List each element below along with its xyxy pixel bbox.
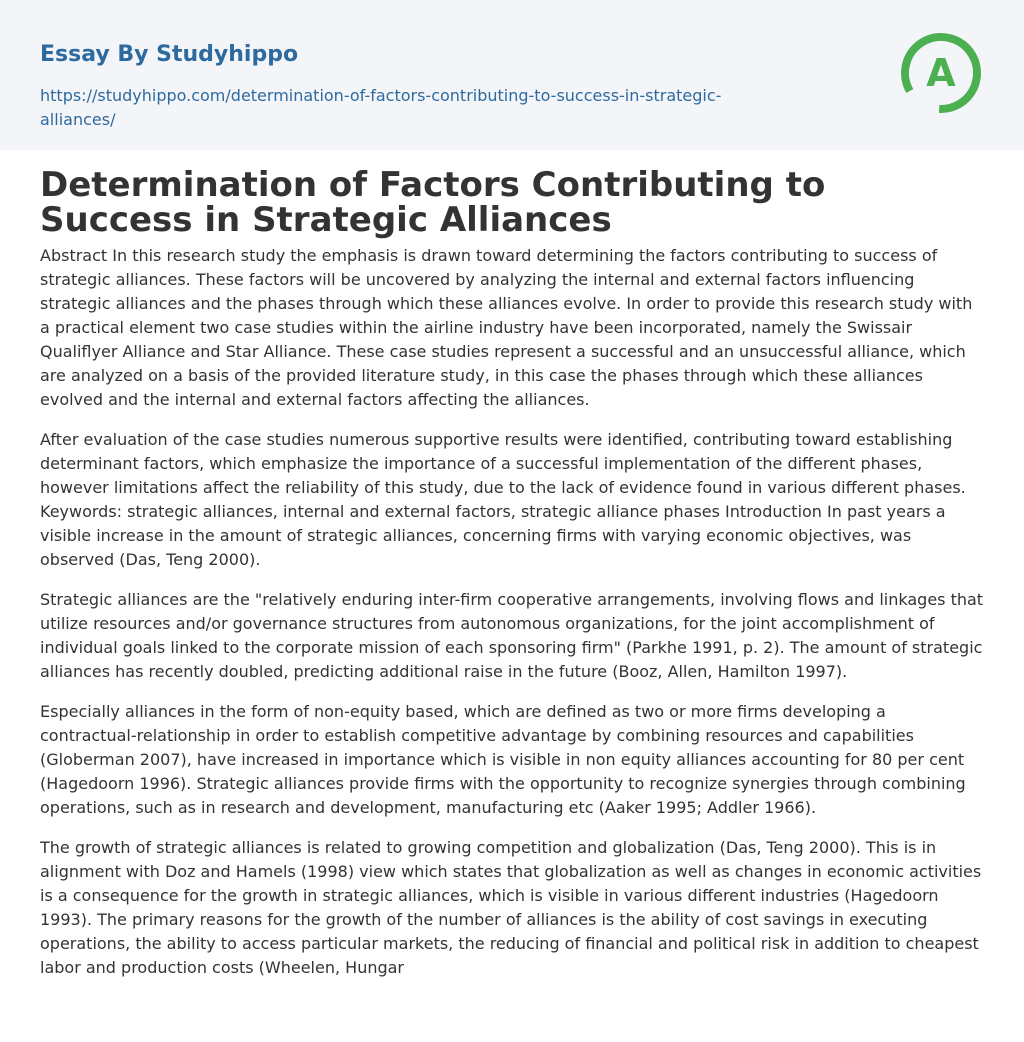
paragraph-1: Abstract In this research study the emphasis is drawn toward determining the factors contributing to success of strategic alliances. These factors will be uncovered by analyzing the internal and external factors influencing strategic alliances and the phases through which these alliances evolve. In order to provide this research study with a practical element two case studies within the airline industry have been incorporated, namely the Swissair Qualiflyer Alliance and Star Alliance. These case studies represent a successful and an unsuccessful alliance, which are analyzed on a basis of the provided literature study, in this case the phases through which these alliances evolved and the internal and external factors affecting the alliances. [40,246,973,409]
page-header [0,0,1024,150]
brand-title: Essay By Studyhippo [40,42,299,67]
paragraph-3: Strategic alliances are the "relatively enduring inter-firm cooperative arrangements, involving flows and linkages that utilize resources and/or governance structures from autonomous organizations, for the joint accomplishment of individual goals linked to the corporate mission of each sponsoring firm" (Parkhe 1991, p. 2). The amount of strategic alliances has recently doubled, predicting additional raise in the future (Booz, Allen, Hamilton 1997). [40,590,984,681]
paragraph-5: The growth of strategic alliances is related to growing competition and globalization (Das, Teng 2000). This is in alignment with Doz and Hamels (1998) view which states that globalization as well as changes in economic activities is a consequence for the growth in strategic alliances, which is visible in various different industries (Hagedoorn 1993). The primary reasons for the growth of the number of alliances is the ability of cost savings in executing operations, the ability to access particular markets, the reducing of financial and political risk in addition to cheapest labor and production costs (Wheelen, Hungar [40,838,982,977]
logo-letter: A [926,51,956,95]
page-title: Determination of Factors Contributing to Success in Strategic Alliances [40,165,826,240]
paragraph-2: After evaluation of the case studies numerous supportive results were identified, contributing toward establishing determinant factors, which emphasize the importance of a successful implementation of the different phases, however limitations affect the reliability of this study, due to the lack of evidence found in various different phases. Keywords: strategic alliances, internal and external factors, strategic alliance phases Introduction In past years a visible increase in the amount of strategic alliances, concerning firms with varying economic objectives, was observed (Das, Teng 2000). [40,430,966,569]
source-url-link[interactable]: https://studyhippo.com/determination-of-factors-contributing-to-success-in-strategic-alliances/ [40,86,722,129]
paragraph-4: Especially alliances in the form of non-equity based, which are defined as two or more firms developing a contractual-relationship in order to establish competitive advantage by combining resources and capabilities (Globerman 2007), have increased in importance which is visible in non equity alliances accounting for 80 per cent (Hagedoorn 1996). Strategic alliances provide firms with the opportunity to recognize synergies through combining operations, such as in research and development, manufacturing etc (Aaker 1995; Addler 1966). [40,702,966,817]
article [0,150,1024,980]
studyhippo-logo[interactable] [896,28,986,118]
